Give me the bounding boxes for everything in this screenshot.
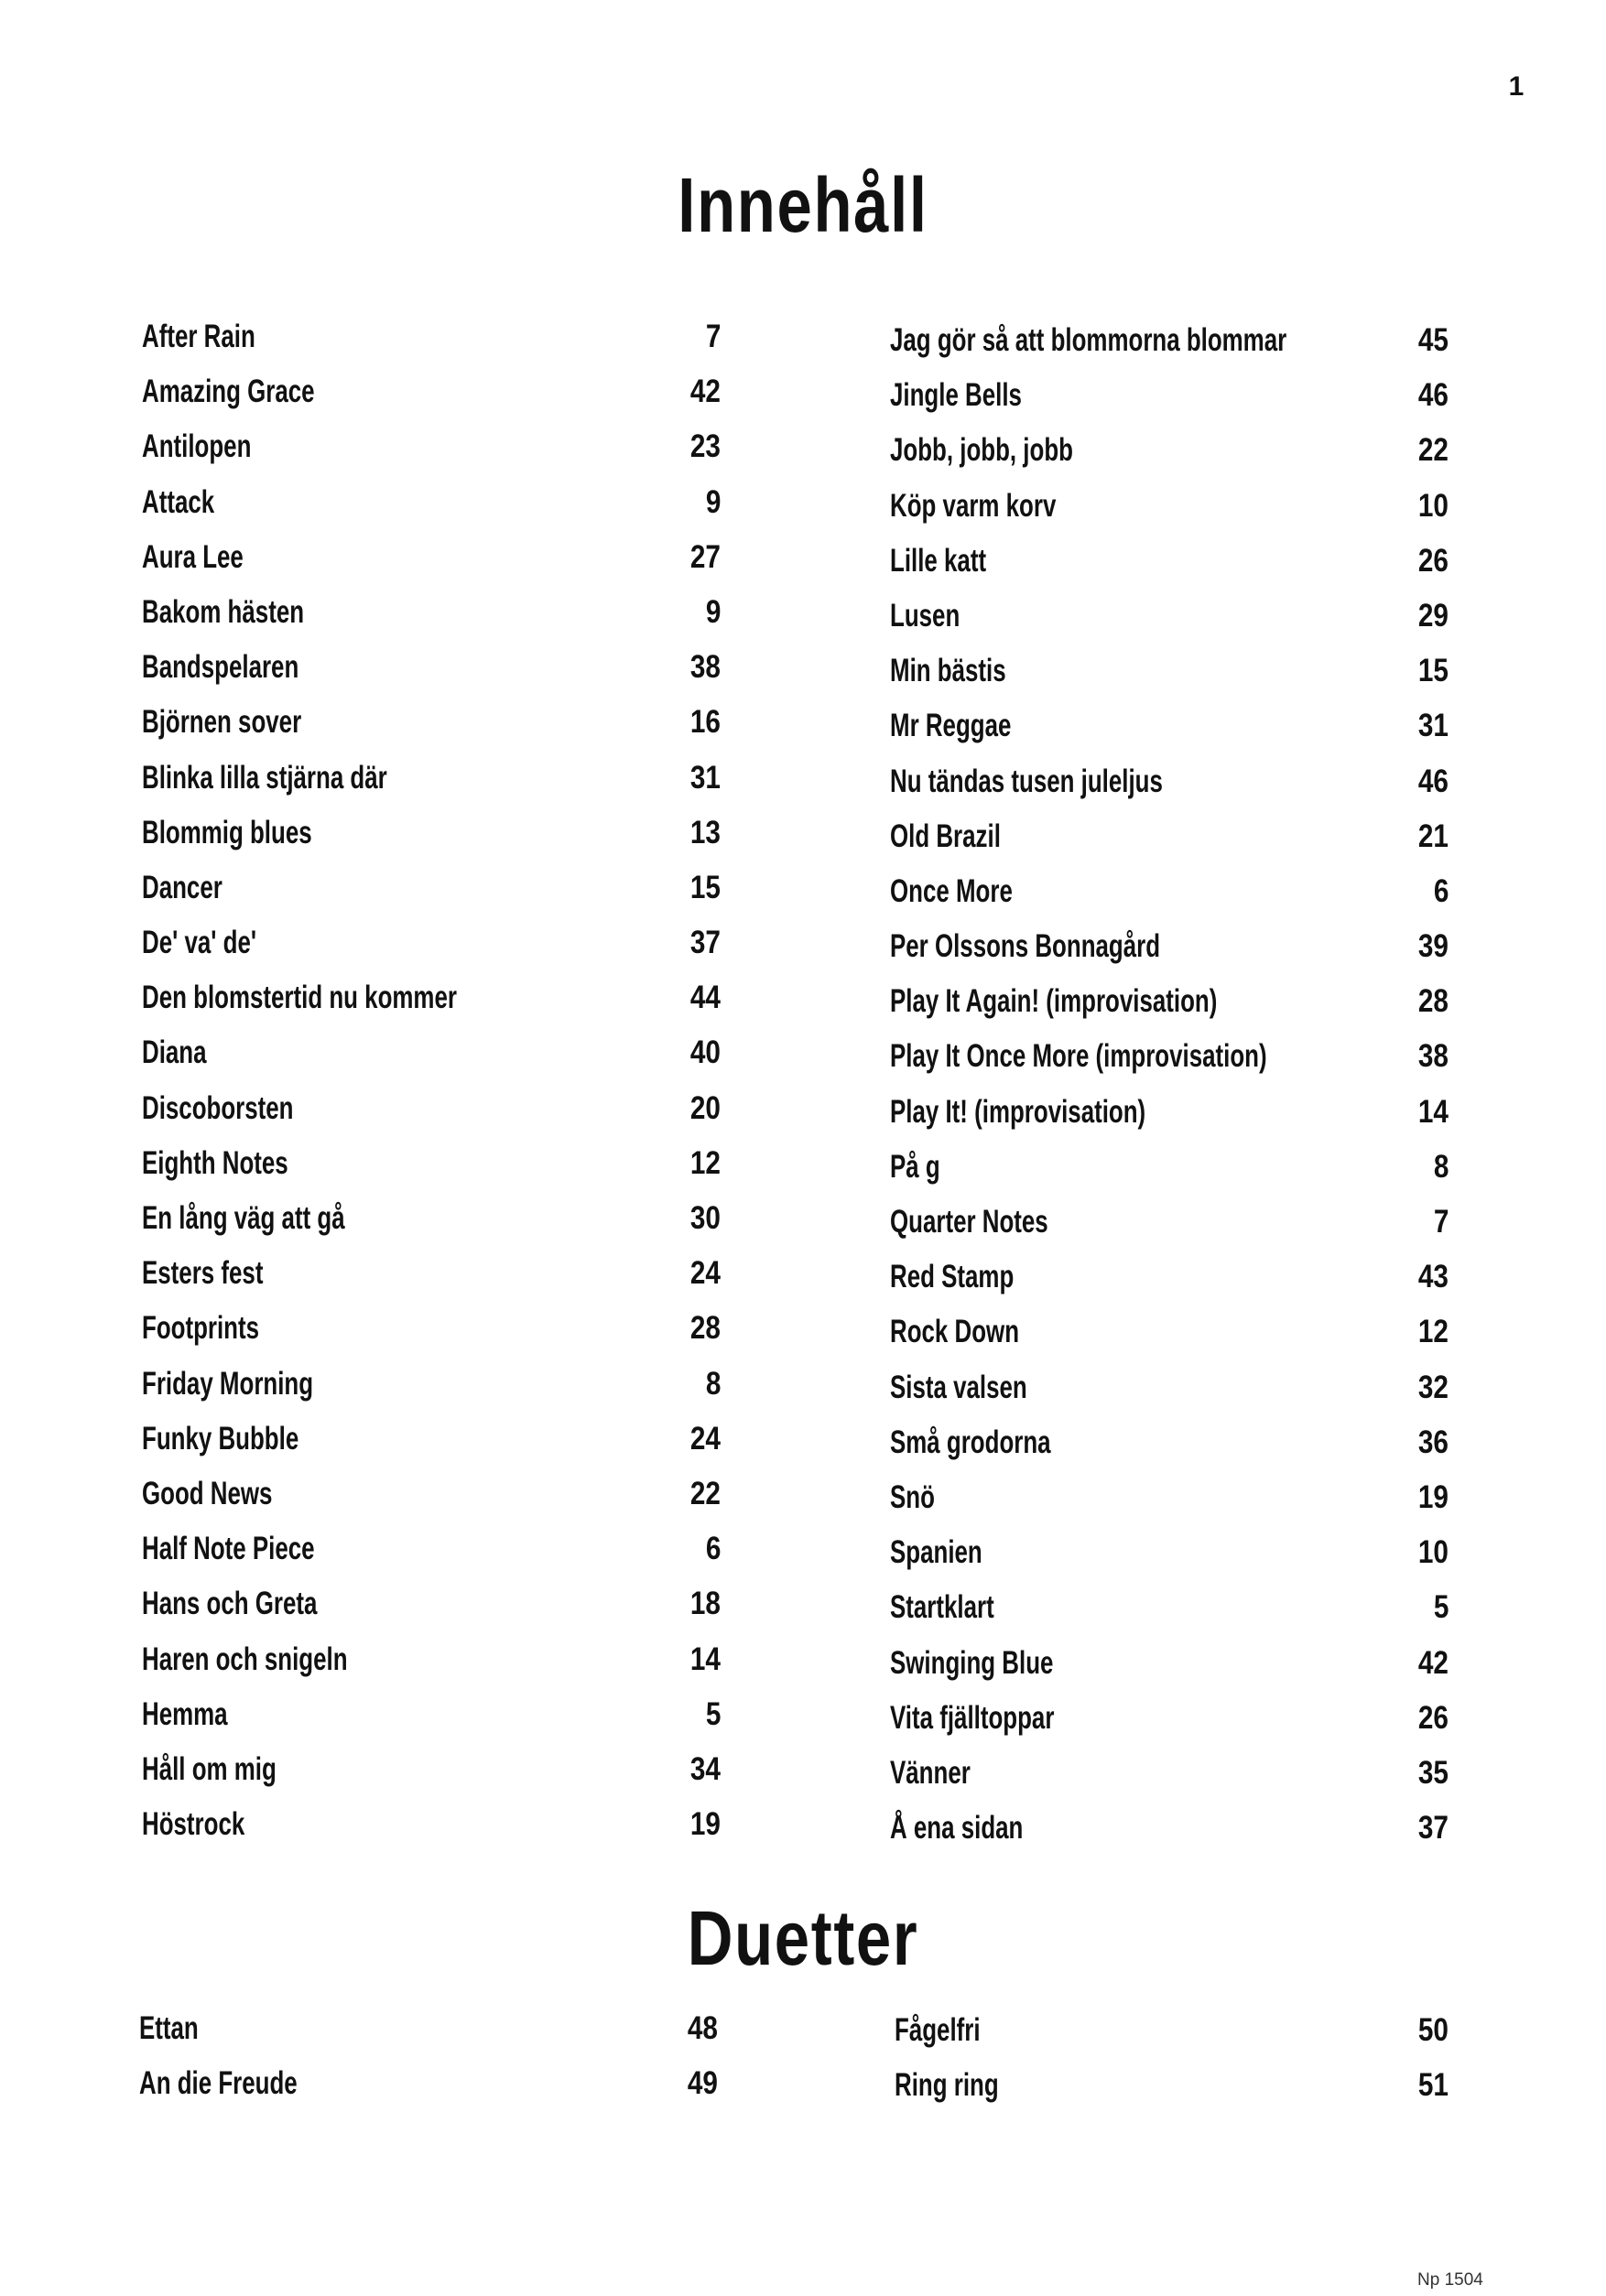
entry-page-number: 16 xyxy=(689,704,721,741)
entry-title: Blinka lilla stjärna där xyxy=(142,759,387,796)
entry-page-number: 14 xyxy=(689,1641,721,1677)
entry-page-number: 28 xyxy=(1417,983,1449,1020)
entry-page-number: 26 xyxy=(1417,542,1449,579)
toc-entry xyxy=(890,479,1449,534)
entry-title: Köp varm korv xyxy=(890,487,1057,524)
entry-title: Amazing Grace xyxy=(142,374,315,410)
entry-title: På g xyxy=(890,1148,940,1185)
entry-title: Bakom hästen xyxy=(142,593,305,630)
contents-left-column xyxy=(142,309,721,1852)
entry-title: Björnen sover xyxy=(142,704,302,741)
entry-title: Eighth Notes xyxy=(142,1144,288,1181)
entry-page-number: 15 xyxy=(689,869,721,905)
entry-page-number: 7 xyxy=(705,319,721,354)
toc-entry xyxy=(139,2056,718,2111)
toc-entry xyxy=(142,1301,721,1356)
toc-entry xyxy=(890,1360,1449,1415)
entry-page-number: 24 xyxy=(689,1420,721,1457)
entry-page-number: 24 xyxy=(689,1255,721,1292)
contents-right-column xyxy=(890,313,1449,1856)
entry-title: Startklart xyxy=(890,1589,994,1626)
entry-title: Ettan xyxy=(139,2010,199,2046)
toc-entry xyxy=(142,309,721,364)
toc-entry xyxy=(142,1081,721,1136)
entry-title: Discoborsten xyxy=(142,1089,294,1126)
entry-page-number: 38 xyxy=(689,649,721,686)
entry-title: De' va' de' xyxy=(142,925,257,961)
toc-entry xyxy=(142,1687,721,1742)
entry-page-number: 50 xyxy=(1417,2012,1449,2048)
entry-title: Aura Lee xyxy=(142,538,244,575)
entry-title: Lusen xyxy=(890,597,960,634)
entry-title: Once More xyxy=(890,872,1013,909)
page-number: 1 xyxy=(1508,71,1525,102)
toc-entry xyxy=(142,1467,721,1522)
entry-page-number: 10 xyxy=(1417,1534,1449,1571)
entry-page-number: 32 xyxy=(1417,1369,1449,1405)
entry-title: Per Olssons Bonnagård xyxy=(890,928,1161,965)
entry-title: Snö xyxy=(890,1478,935,1515)
toc-entry xyxy=(142,530,721,585)
entry-page-number: 13 xyxy=(689,814,721,850)
entry-page-number: 30 xyxy=(689,1200,721,1236)
entry-page-number: 31 xyxy=(1417,708,1449,744)
toc-entry xyxy=(890,1580,1449,1635)
entry-title: Jag gör så att blommorna blommar xyxy=(890,322,1287,358)
entry-page-number: 12 xyxy=(1417,1314,1449,1350)
entry-page-number: 28 xyxy=(689,1310,721,1347)
entry-page-number: 42 xyxy=(689,374,721,410)
toc-entry xyxy=(142,1632,721,1687)
entry-title: Red Stamp xyxy=(890,1259,1015,1295)
entry-page-number: 48 xyxy=(687,2010,718,2046)
entry-page-number: 15 xyxy=(1417,653,1449,689)
entry-page-number: 18 xyxy=(689,1586,721,1622)
entry-title: Spanien xyxy=(890,1534,982,1571)
entry-page-number: 8 xyxy=(1433,1148,1449,1185)
entry-page-number: 22 xyxy=(1417,432,1449,469)
entry-page-number: 19 xyxy=(1417,1478,1449,1515)
entry-title: Blommig blues xyxy=(142,814,312,850)
entry-title: Den blomstertid nu kommer xyxy=(142,980,457,1016)
entry-page-number: 26 xyxy=(1417,1699,1449,1736)
toc-entry xyxy=(142,1412,721,1467)
entry-page-number: 45 xyxy=(1417,322,1449,358)
entry-page-number: 36 xyxy=(1417,1424,1449,1460)
entry-page-number: 27 xyxy=(689,538,721,575)
entry-title: Vita fjälltoppar xyxy=(890,1699,1055,1736)
entry-page-number: 46 xyxy=(1417,377,1449,414)
entry-title: Ring ring xyxy=(895,2067,999,2104)
entry-title: Jingle Bells xyxy=(890,377,1022,414)
entry-page-number: 34 xyxy=(689,1750,721,1787)
entry-title: Mr Reggae xyxy=(890,708,1012,744)
entry-title: Vänner xyxy=(890,1754,971,1791)
entry-title: Footprints xyxy=(142,1310,260,1347)
toc-entry xyxy=(890,589,1449,644)
entry-title: Håll om mig xyxy=(142,1750,277,1787)
entry-title: Quarter Notes xyxy=(890,1204,1048,1240)
entry-title: An die Freude xyxy=(139,2065,298,2102)
entry-title: Jobb, jobb, jobb xyxy=(890,432,1073,469)
toc-entry xyxy=(142,806,721,861)
entry-title: Bandspelaren xyxy=(142,649,299,686)
toc-entry xyxy=(890,699,1449,753)
entry-page-number: 51 xyxy=(1417,2067,1449,2104)
toc-entry xyxy=(142,1522,721,1576)
entry-title: Å ena sidan xyxy=(890,1810,1024,1847)
entry-title: Hemma xyxy=(142,1695,228,1732)
entry-title: Sista valsen xyxy=(890,1369,1027,1405)
entry-page-number: 29 xyxy=(1417,597,1449,634)
entry-page-number: 22 xyxy=(689,1475,721,1511)
entry-page-number: 23 xyxy=(689,428,721,465)
entry-title: Antilopen xyxy=(142,428,252,465)
entry-title: After Rain xyxy=(142,319,255,354)
entry-title: Höstrock xyxy=(142,1806,245,1843)
entry-title: Diana xyxy=(142,1034,207,1071)
toc-entry xyxy=(890,1140,1449,1195)
toc-entry xyxy=(890,1801,1449,1856)
toc-entry xyxy=(142,695,721,750)
entry-title: Hans och Greta xyxy=(142,1586,318,1622)
entry-title: Rock Down xyxy=(890,1314,1020,1350)
toc-entry xyxy=(890,1305,1449,1359)
entry-title: Friday Morning xyxy=(142,1365,314,1402)
entry-title: Fågelfri xyxy=(895,2012,981,2048)
entry-title: Nu tändas tusen juleljus xyxy=(890,763,1163,799)
toc-entry xyxy=(890,534,1449,589)
entry-page-number: 44 xyxy=(689,980,721,1016)
entry-page-number: 21 xyxy=(1417,818,1449,854)
entry-title: Good News xyxy=(142,1475,273,1511)
entry-page-number: 5 xyxy=(1433,1589,1449,1626)
toc-entry xyxy=(142,1025,721,1080)
toc-entry xyxy=(142,861,721,915)
toc-entry xyxy=(890,1636,1449,1691)
entry-title: Play It Once More (improvisation) xyxy=(890,1038,1267,1075)
toc-entry xyxy=(890,1746,1449,1801)
toc-entry xyxy=(890,313,1449,368)
entry-page-number: 35 xyxy=(1417,1754,1449,1791)
entry-page-number: 39 xyxy=(1417,928,1449,965)
entry-title: Funky Bubble xyxy=(142,1420,299,1457)
toc-entry xyxy=(895,2058,1449,2113)
toc-entry xyxy=(895,2003,1449,2058)
entry-page-number: 10 xyxy=(1417,487,1449,524)
toc-entry xyxy=(890,754,1449,809)
entry-title: Haren och snigeln xyxy=(142,1641,348,1677)
entry-page-number: 9 xyxy=(705,593,721,630)
toc-entry xyxy=(139,2001,718,2056)
entry-page-number: 37 xyxy=(1417,1810,1449,1847)
entry-title: Dancer xyxy=(142,869,222,905)
toc-entry xyxy=(142,419,721,474)
entry-title: Swinging Blue xyxy=(890,1644,1054,1681)
entry-page-number: 7 xyxy=(1433,1204,1449,1240)
toc-entry xyxy=(890,974,1449,1029)
duets-left-column xyxy=(139,2001,718,2111)
entry-page-number: 12 xyxy=(689,1144,721,1181)
entry-page-number: 38 xyxy=(1417,1038,1449,1075)
toc-entry xyxy=(890,644,1449,699)
entry-title: Små grodorna xyxy=(890,1424,1051,1460)
entry-title: En lång väg att gå xyxy=(142,1200,345,1236)
toc-entry xyxy=(890,1525,1449,1580)
entry-page-number: 37 xyxy=(689,925,721,961)
toc-entry xyxy=(142,915,721,970)
contents-heading: Innehåll xyxy=(678,162,928,248)
entry-page-number: 43 xyxy=(1417,1259,1449,1295)
entry-title: Half Note Piece xyxy=(142,1531,315,1567)
toc-entry xyxy=(142,970,721,1025)
entry-page-number: 40 xyxy=(689,1034,721,1071)
toc-entry xyxy=(142,1191,721,1246)
toc-entry xyxy=(890,864,1449,919)
toc-entry xyxy=(890,1029,1449,1084)
catalog-number: Np 1504 xyxy=(1417,2270,1483,2290)
duets-heading: Duetter xyxy=(687,1895,919,1981)
entry-title: Lille katt xyxy=(890,542,987,579)
entry-title: Min bästis xyxy=(890,653,1006,689)
toc-entry xyxy=(142,1797,721,1852)
toc-entry xyxy=(142,1576,721,1631)
toc-entry xyxy=(142,1357,721,1412)
toc-entry xyxy=(890,1470,1449,1525)
toc-entry xyxy=(890,1250,1449,1305)
toc-entry xyxy=(142,640,721,695)
entry-title: Play It! (improvisation) xyxy=(890,1093,1146,1130)
toc-entry xyxy=(890,809,1449,864)
toc-entry xyxy=(890,423,1449,478)
entry-page-number: 9 xyxy=(705,483,721,520)
toc-entry xyxy=(890,1195,1449,1250)
entry-page-number: 20 xyxy=(689,1089,721,1126)
toc-entry xyxy=(890,1415,1449,1470)
entry-page-number: 8 xyxy=(705,1365,721,1402)
toc-entry xyxy=(890,1691,1449,1746)
toc-entry xyxy=(890,919,1449,974)
toc-entry xyxy=(890,368,1449,423)
toc-entry xyxy=(142,1246,721,1301)
entry-page-number: 42 xyxy=(1417,1644,1449,1681)
duets-right-column xyxy=(895,2003,1449,2113)
toc-entry xyxy=(142,585,721,640)
entry-page-number: 5 xyxy=(705,1695,721,1732)
entry-page-number: 46 xyxy=(1417,763,1449,799)
toc-entry xyxy=(142,1136,721,1191)
toc-entry xyxy=(142,1742,721,1797)
toc-entry xyxy=(142,364,721,419)
entry-page-number: 14 xyxy=(1417,1093,1449,1130)
entry-page-number: 19 xyxy=(689,1806,721,1843)
entry-title: Old Brazil xyxy=(890,818,1001,854)
entry-page-number: 6 xyxy=(1433,872,1449,909)
entry-title: Play It Again! (improvisation) xyxy=(890,983,1218,1020)
toc-entry xyxy=(142,751,721,806)
entry-page-number: 6 xyxy=(705,1531,721,1567)
toc-entry xyxy=(890,1085,1449,1140)
entry-title: Esters fest xyxy=(142,1255,264,1292)
entry-page-number: 31 xyxy=(689,759,721,796)
entry-page-number: 49 xyxy=(687,2065,718,2102)
toc-entry xyxy=(142,475,721,530)
entry-title: Attack xyxy=(142,483,215,520)
